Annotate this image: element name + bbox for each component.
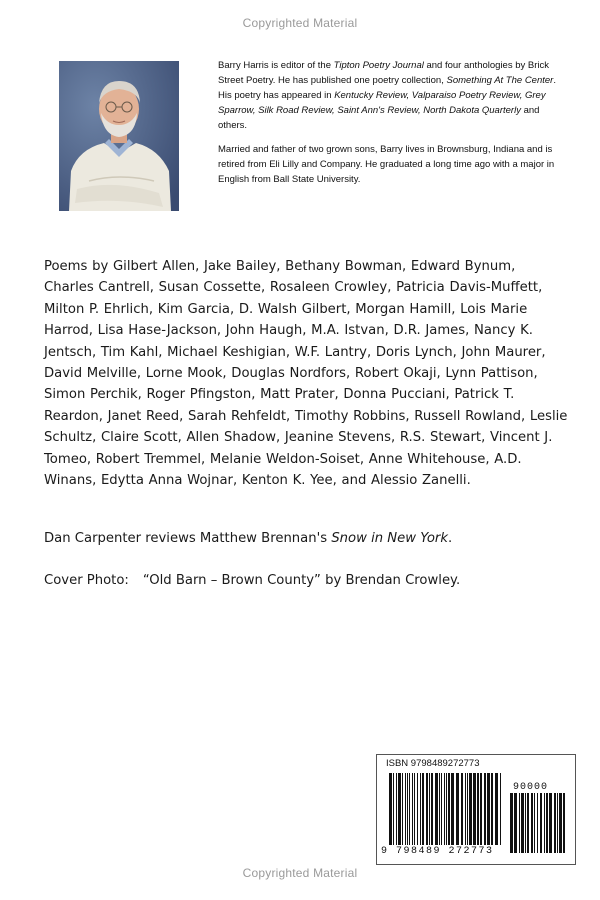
barcode-bar xyxy=(441,773,442,845)
barcode-bar xyxy=(559,793,562,853)
barcode-bar xyxy=(546,793,548,853)
barcode-bar xyxy=(540,793,542,853)
copyright-watermark-top: Copyrighted Material xyxy=(242,16,358,30)
barcode-bar xyxy=(521,793,524,853)
barcode-bar xyxy=(429,773,430,845)
bio-text-run: . His poetry has appeared in xyxy=(218,75,556,101)
barcode-bar xyxy=(439,773,440,845)
barcode-bar xyxy=(527,793,529,853)
barcode-bar xyxy=(402,773,403,845)
barcode-bar xyxy=(563,793,565,853)
barcode-bar xyxy=(444,773,445,845)
bio-italic-title: Something At The Center xyxy=(446,75,554,86)
barcode-bar xyxy=(422,773,424,845)
barcode-bar xyxy=(446,773,447,845)
contributors-list xyxy=(44,256,569,491)
barcode-bar xyxy=(420,773,421,845)
barcode-bar xyxy=(544,793,545,853)
price-barcode-bars xyxy=(510,793,566,853)
barcode-bar xyxy=(500,773,501,845)
barcode-bar xyxy=(525,793,526,853)
cover-photo-credit-text: “Old Barn – Brown County” by Brendan Crowley. xyxy=(142,573,461,588)
barcode-digits: 9 798489 272773 xyxy=(381,846,494,857)
review-prefix: Dan Carpenter reviews Matthew Brennan's xyxy=(44,531,332,546)
barcode-bar xyxy=(537,793,538,853)
barcode-bar xyxy=(491,773,493,845)
barcode-bar xyxy=(465,773,466,845)
barcode-bar xyxy=(531,793,533,853)
barcode-bar xyxy=(534,793,535,853)
bio-text-run: Barry Harris is editor of the xyxy=(218,60,334,71)
bio-italic-title: Tipton Poetry Journal xyxy=(333,60,424,71)
isbn-barcode xyxy=(376,754,576,865)
barcode-bar xyxy=(514,793,517,853)
barcode-bar xyxy=(487,773,490,845)
barcode-bar xyxy=(461,773,463,845)
barcode-bar xyxy=(393,773,394,845)
review-suffix: . xyxy=(448,531,453,546)
barcode-bar xyxy=(473,773,476,845)
author-bio-paragraph-2: Married and father of two grown sons, Barry lives in Brownsburg, Indiana and is retired from Eli Lilly and Company. He graduated a long time ago with a major in English from Ball State University. xyxy=(218,144,555,185)
cover-photo-credit xyxy=(44,570,569,591)
barcode-bar xyxy=(448,773,450,845)
barcode-bar xyxy=(554,793,556,853)
isbn-label: ISBN 9798489272773 xyxy=(386,758,480,769)
author-portrait-illustration xyxy=(59,61,179,211)
barcode-bar xyxy=(469,773,472,845)
bio-text-run: and four anthologies by Brick Street Poetry. He has published one poetry collection, xyxy=(218,60,549,86)
barcode-bar xyxy=(414,773,415,845)
author-bio-paragraph-1 xyxy=(218,58,563,133)
copyright-watermark-bottom: Copyrighted Material xyxy=(242,866,358,880)
barcode-bar xyxy=(435,773,438,845)
barcode-bar xyxy=(417,773,418,845)
barcode-bar xyxy=(549,793,552,853)
barcode-bar xyxy=(412,773,413,845)
barcode-bar xyxy=(510,793,513,853)
barcode-bar xyxy=(451,773,454,845)
cover-photo-label: Cover Photo: xyxy=(44,573,129,588)
barcode-bar xyxy=(409,773,410,845)
bio-italic-title: Kentucky Review, Valparaiso Poetry Review, Grey Sparrow, Silk Road Review, Saint Ann's Review, North Dakota Quarterly xyxy=(218,90,546,116)
barcode-bar xyxy=(477,773,479,845)
barcode-bar xyxy=(557,793,558,853)
barcode-bar xyxy=(431,773,433,845)
barcode-bar xyxy=(407,773,408,845)
barcode-bar xyxy=(495,773,498,845)
barcode-bar xyxy=(396,773,397,845)
barcode-bar xyxy=(456,773,459,845)
price-code-label: 90000 xyxy=(513,782,549,793)
barcode-bar xyxy=(398,773,401,845)
barcode-bar xyxy=(467,773,468,845)
author-photo xyxy=(59,61,179,211)
barcode-bars xyxy=(389,773,505,845)
review-book-title: Snow in New York xyxy=(331,531,448,546)
author-bio xyxy=(218,58,563,196)
barcode-bar xyxy=(484,773,486,845)
barcode-bar xyxy=(426,773,428,845)
review-line xyxy=(44,528,569,549)
barcode-bar xyxy=(480,773,482,845)
barcode-bar xyxy=(519,793,520,853)
barcode-bar xyxy=(405,773,406,845)
bio-text-run: and others. xyxy=(218,105,540,131)
contributors-paragraph: Poems by Gilbert Allen, Jake Bailey, Bethany Bowman, Edward Bynum, Charles Cantrell, Susan Cossette, Rosaleen Crowley, Patricia Davis-Muffett, Milton P. Ehrlich, Kim Garcia, D. Walsh Gilbert, Morgan Hamill, Lois Marie Harrod, Lisa Hase-Jackson, John Haugh, M.A. Istvan, D.R. James, Nancy K. Jentsch, Tim Kahl, Michael Keshigian, W.F. Lantry, Doris Lynch, John Maurer, David Melville, Lorne Mook, Douglas Nordfors, Robert Okaji, Lynn Pattison, Simon Perchik, Roger Pfingston, Matt Prater, Donna Pucciani, Patrick T. Reardon, Janet Reed, Sarah Rehfeldt, Timothy Robbins, Russell Rowland, Leslie Schultz, Claire Scott, Allen Shadow, Jeanine Stevens, R.S. Stewart, Vincent J. Tomeo, Robert Tremmel, Melanie Weldon-Soiset, Anne Whitehouse, A.D. Winans, Edytta Anna Wojnar, Kenton K. Yee, and Alessio Zanelli. xyxy=(44,259,568,489)
barcode-bar xyxy=(389,773,392,845)
